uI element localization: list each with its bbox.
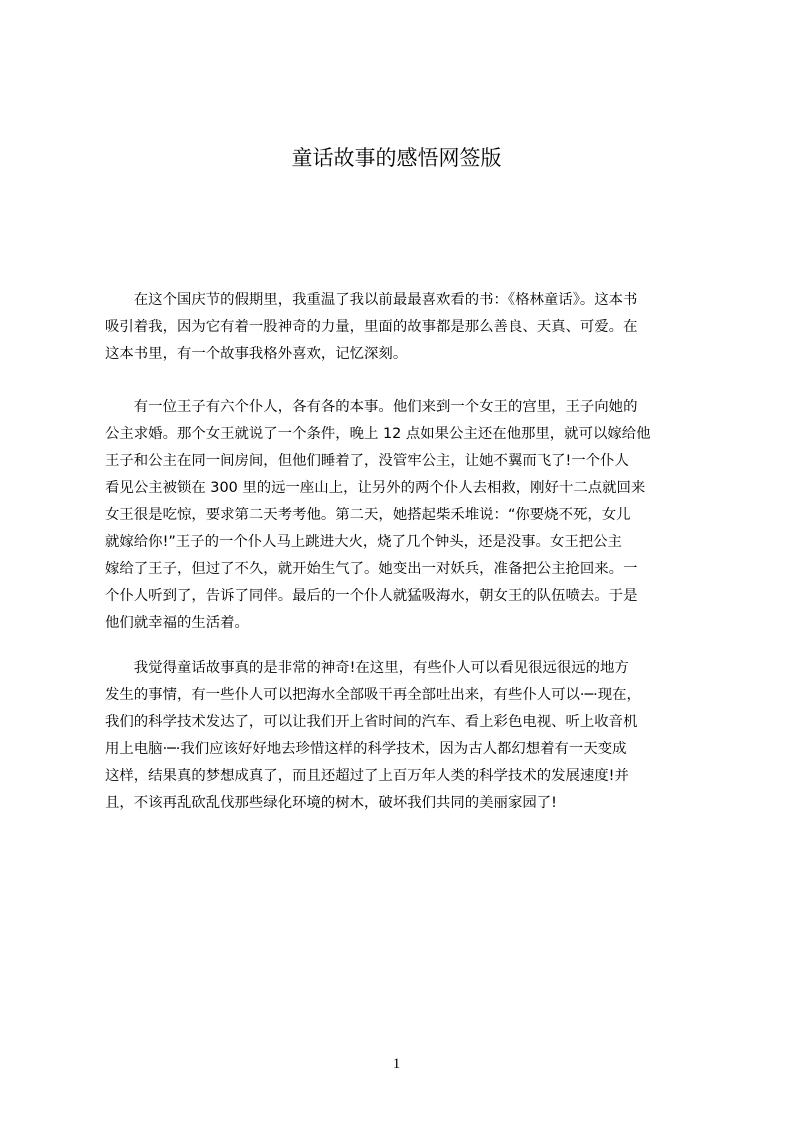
- paragraph-line: 我觉得童话故事真的是非常的神奇!在这里，有些仆人可以看见很远很远的地方: [105, 660, 629, 676]
- paragraph-line: 发生的事情，有一些仆人可以把海水全部吸干再全部吐出来，有些仆人可以·─·现在，: [105, 687, 641, 703]
- paragraph-1: [105, 287, 699, 368]
- paragraph-line: 就嫁给你!”王子的一个仆人马上跳进大火，烧了几个钟头，还是没事。女王把公主: [105, 534, 622, 550]
- paragraph-line: 这本书里，有一个故事我格外喜欢，记忆深刻。: [105, 346, 408, 362]
- paragraph-line: 看见公主被锁在 300 里的远一座山上，让另外的两个仆人去相救，刚好十二点就回来: [105, 480, 646, 496]
- paragraph-line: 在这个国庆节的假期里，我重温了我以前最最喜欢看的书：《格林童话》。这本书: [105, 292, 638, 308]
- paragraph-line: 用上电脑·─·我们应该好好地去珍惜这样的科学技术，因为古人都幻想着有一天变成: [105, 741, 627, 757]
- document-title: 童话故事的感悟网签版: [291, 146, 502, 170]
- paragraph-3: [105, 655, 699, 817]
- page-number: 1: [392, 1056, 401, 1072]
- paragraph-line: 这样，结果真的梦想成真了，而且还超过了上百万年人类的科学技术的发展速度!并: [105, 768, 629, 784]
- paragraph-line: 嫁给了王子，但过了不久，就开始生气了。她变出一对妖兵，准备把公主抢回来。一: [105, 561, 638, 577]
- paragraph-line: 王子和公主在同一间房间，但他们睡着了，没管牢公主，让她不翼而飞了!一个仆人: [105, 453, 629, 469]
- paragraph-line: 有一位王子有六个仆人，各有各的本事。他们来到一个女王的宫里，王子向她的: [105, 399, 638, 415]
- paragraph-line: 且，不该再乱砍乱伐那些绿化环境的树木，破坏我们共同的美丽家园了!: [105, 795, 557, 811]
- paragraph-line: 女王很是吃惊，要求第二天考考他。第二天，她搭起柴禾堆说：“你要烧不死，女儿: [105, 507, 631, 523]
- paragraph-line: 他们就幸福的生活着。: [105, 615, 249, 631]
- paragraph-line: 吸引着我，因为它有着一股神奇的力量，里面的故事都是那么善良、天真、可爱。在: [105, 319, 638, 335]
- paragraph-line: 个仆人听到了，告诉了同伴。最后的一个仆人就猛吸海水，朝女王的队伍喷去。于是: [105, 588, 638, 604]
- paragraph-line: 我们的科学技术发达了，可以让我们开上省时间的汽车、看上彩色电视、听上收音机: [105, 714, 638, 730]
- paragraph-line: 公主求婚。那个女王就说了一个条件，晚上 12 点如果公主还在他那里，就可以嫁给他: [105, 426, 651, 442]
- paragraph-2: [105, 394, 699, 637]
